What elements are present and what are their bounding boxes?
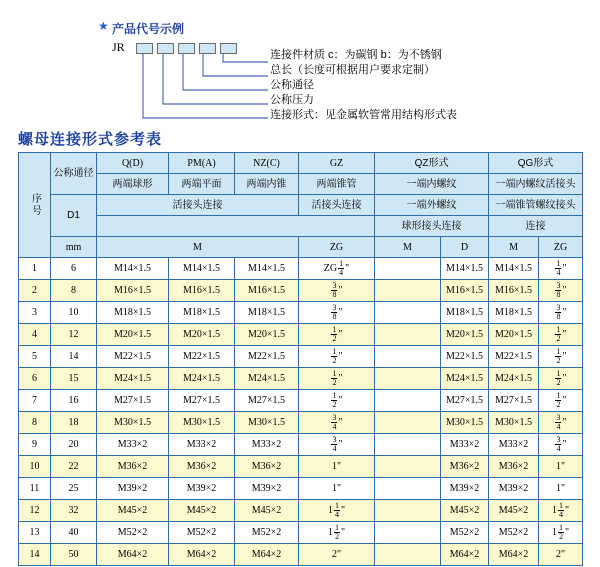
cell-nzc-m: M22×1.5 xyxy=(235,346,299,368)
cell-gz-zg: $\frac{3}{8}$ " xyxy=(299,280,375,302)
cell-qz-m xyxy=(375,302,441,324)
th-qz-ball-joint: 球形接头连接 xyxy=(375,216,489,237)
cell-qz-m xyxy=(375,258,441,280)
cell-index: 13 xyxy=(19,522,51,544)
cell-qg-m: M27×1.5 xyxy=(489,390,539,412)
header-row-units xyxy=(19,237,583,258)
cell-gz-zg: $\frac{1}{2}$ " xyxy=(299,368,375,390)
header-row-union xyxy=(19,195,583,216)
cell-gz-zg: $\frac{3}{4}$ " xyxy=(299,434,375,456)
th-gz-union-connection: 活接头连接 xyxy=(299,195,375,216)
callout-nominal-pressure: 公称压力 xyxy=(270,94,314,106)
cell-qz-m xyxy=(375,522,441,544)
th-dn-label: 公称通径 xyxy=(53,168,94,179)
cell-dn: 8 xyxy=(51,280,97,302)
cell-qg-m: M33×2 xyxy=(489,434,539,456)
cell-qg-zg: $\frac{1}{2}$ " xyxy=(539,346,583,368)
table-row xyxy=(19,368,583,390)
cell-qz-m xyxy=(375,368,441,390)
cell-dn: 14 xyxy=(51,346,97,368)
cell-qg-m: M64×2 xyxy=(489,544,539,566)
table-row xyxy=(19,412,583,434)
cell-pma-m: M18×1.5 xyxy=(169,302,235,324)
callout-list xyxy=(270,48,457,123)
cell-qz-m xyxy=(375,434,441,456)
th-qz-outer-thread: 一端外螺纹 xyxy=(375,195,489,216)
cell-qg-zg: $\frac{1}{4}$ " xyxy=(539,258,583,280)
th-group-qd: Q(D) xyxy=(97,153,169,174)
cell-qg-m: M39×2 xyxy=(489,478,539,500)
cell-nzc-m: M30×1.5 xyxy=(235,412,299,434)
cell-nzc-m: M14×1.5 xyxy=(235,258,299,280)
product-code-legend xyxy=(0,0,600,128)
cell-index: 7 xyxy=(19,390,51,412)
cell-qg-m: M16×1.5 xyxy=(489,280,539,302)
th-unit-qg-m: M xyxy=(489,237,539,258)
cell-nzc-m: M39×2 xyxy=(235,478,299,500)
table-head xyxy=(19,153,583,258)
table-row xyxy=(19,258,583,280)
cell-qg-zg: $\frac{1}{2}$ " xyxy=(539,368,583,390)
callout-length: 总长（长度可根据用户要求定制） xyxy=(270,64,435,76)
cell-dn: 16 xyxy=(51,390,97,412)
cell-gz-zg: 1" xyxy=(299,478,375,500)
cell-qz-m xyxy=(375,544,441,566)
th-unit-zg: ZG xyxy=(299,237,375,258)
cell-qz-d: M45×2 xyxy=(441,500,489,522)
table-row xyxy=(19,456,583,478)
cell-qz-d: M18×1.5 xyxy=(441,302,489,324)
th-dn xyxy=(51,153,97,195)
th-blank-left xyxy=(97,216,375,237)
cell-index: 11 xyxy=(19,478,51,500)
cell-qd-m: M24×1.5 xyxy=(97,368,169,390)
table-row xyxy=(19,478,583,500)
cell-dn: 32 xyxy=(51,500,97,522)
cell-pma-m: M20×1.5 xyxy=(169,324,235,346)
cell-qz-m xyxy=(375,324,441,346)
cell-qz-d: M64×2 xyxy=(441,544,489,566)
nut-connection-table xyxy=(18,152,583,566)
th-end-taper-pipe: 两端锥管 xyxy=(299,174,375,195)
cell-qz-d: M52×2 xyxy=(441,522,489,544)
code-box-5 xyxy=(220,43,237,54)
table-row xyxy=(19,434,583,456)
cell-qg-zg: $\frac{3}{8}$ " xyxy=(539,280,583,302)
cell-qz-m xyxy=(375,478,441,500)
cell-qg-zg: 1 $\frac{1}{4}$ " xyxy=(539,500,583,522)
th-group-qz: QZ形式 xyxy=(375,153,489,174)
cell-qg-zg: 1" xyxy=(539,456,583,478)
cell-gz-zg: $\frac{1}{2}$ " xyxy=(299,346,375,368)
cell-qz-d: M14×1.5 xyxy=(441,258,489,280)
cell-qz-d: M36×2 xyxy=(441,456,489,478)
table-row xyxy=(19,500,583,522)
cell-qd-m: M33×2 xyxy=(97,434,169,456)
cell-gz-zg: 2" xyxy=(299,544,375,566)
section-title: 螺母连接形式参考表 xyxy=(18,131,163,148)
cell-qg-zg: 1" xyxy=(539,478,583,500)
code-box-1 xyxy=(136,43,153,54)
cell-qd-m: M64×2 xyxy=(97,544,169,566)
cell-qg-m: M52×2 xyxy=(489,522,539,544)
cell-qg-zg: $\frac{3}{4}$ " xyxy=(539,412,583,434)
callout-material: 连接件材质 c：为碳钢 b：为不锈钢 xyxy=(270,49,442,61)
cell-pma-m: M36×2 xyxy=(169,456,235,478)
cell-qg-zg: 1 $\frac{1}{2}$ " xyxy=(539,522,583,544)
th-unit-qg-zg: ZG xyxy=(539,237,583,258)
code-box-3 xyxy=(178,43,195,54)
cell-qz-m xyxy=(375,390,441,412)
cell-qz-m xyxy=(375,412,441,434)
cell-pma-m: M14×1.5 xyxy=(169,258,235,280)
cell-index: 10 xyxy=(19,456,51,478)
th-group-qg: QG形式 xyxy=(489,153,583,174)
th-d1-label: D1 xyxy=(67,210,80,221)
cell-gz-zg: $\frac{1}{2}$ " xyxy=(299,324,375,346)
th-qg-taper-pipe-joint: 一端锥管螺纹接头 xyxy=(489,195,583,216)
cell-qg-m: M45×2 xyxy=(489,500,539,522)
cell-qg-m: M20×1.5 xyxy=(489,324,539,346)
th-qg-inner-thread-union: 一端内螺纹活接头 xyxy=(489,174,583,195)
cell-pma-m: M39×2 xyxy=(169,478,235,500)
cell-dn: 10 xyxy=(51,302,97,324)
cell-qz-m xyxy=(375,346,441,368)
cell-pma-m: M22×1.5 xyxy=(169,346,235,368)
cell-qg-m: M22×1.5 xyxy=(489,346,539,368)
cell-index: 3 xyxy=(19,302,51,324)
cell-dn: 18 xyxy=(51,412,97,434)
th-index-label: 序号 xyxy=(29,193,41,217)
th-qz-inner-thread: 一端内螺纹 xyxy=(375,174,489,195)
cell-dn: 25 xyxy=(51,478,97,500)
cell-nzc-m: M45×2 xyxy=(235,500,299,522)
cell-gz-zg: $\frac{3}{8}$ " xyxy=(299,302,375,324)
table-row xyxy=(19,390,583,412)
cell-qg-zg: $\frac{1}{2}$ " xyxy=(539,390,583,412)
cell-qd-m: M52×2 xyxy=(97,522,169,544)
cell-qd-m: M45×2 xyxy=(97,500,169,522)
cell-qd-m: M22×1.5 xyxy=(97,346,169,368)
cell-qg-zg: $\frac{3}{4}$ " xyxy=(539,434,583,456)
cell-qz-d: M20×1.5 xyxy=(441,324,489,346)
cell-qd-m: M16×1.5 xyxy=(97,280,169,302)
header-row-sub xyxy=(19,216,583,237)
cell-qg-zg: 2" xyxy=(539,544,583,566)
code-prefix: JR xyxy=(112,40,125,54)
cell-qg-m: M30×1.5 xyxy=(489,412,539,434)
th-unit-qz-m: M xyxy=(375,237,441,258)
cell-qz-d: M27×1.5 xyxy=(441,390,489,412)
cell-dn: 15 xyxy=(51,368,97,390)
cell-nzc-m: M16×1.5 xyxy=(235,280,299,302)
cell-pma-m: M24×1.5 xyxy=(169,368,235,390)
cell-pma-m: M52×2 xyxy=(169,522,235,544)
th-index xyxy=(19,153,51,258)
th-unit-mm: mm xyxy=(51,237,97,258)
table-row xyxy=(19,302,583,324)
code-boxes xyxy=(136,41,241,59)
cell-nzc-m: M64×2 xyxy=(235,544,299,566)
table-row xyxy=(19,544,583,566)
cell-qd-m: M30×1.5 xyxy=(97,412,169,434)
cell-index: 8 xyxy=(19,412,51,434)
callout-nominal-diameter: 公称通径 xyxy=(270,79,314,91)
cell-pma-m: M27×1.5 xyxy=(169,390,235,412)
cell-gz-zg: $\frac{3}{4}$ " xyxy=(299,412,375,434)
cell-dn: 22 xyxy=(51,456,97,478)
table-row xyxy=(19,324,583,346)
cell-index: 14 xyxy=(19,544,51,566)
cell-nzc-m: M27×1.5 xyxy=(235,390,299,412)
cell-index: 2 xyxy=(19,280,51,302)
th-qg-connection: 连接 xyxy=(489,216,583,237)
cell-pma-m: M33×2 xyxy=(169,434,235,456)
cell-qz-d: M16×1.5 xyxy=(441,280,489,302)
cell-qd-m: M39×2 xyxy=(97,478,169,500)
cell-qd-m: M20×1.5 xyxy=(97,324,169,346)
callout-connection-type: 连接形式：见金属软管常用结构形式表 xyxy=(270,109,457,121)
cell-qz-m xyxy=(375,500,441,522)
cell-index: 1 xyxy=(19,258,51,280)
table-row xyxy=(19,280,583,302)
cell-gz-zg: ZG $\frac{1}{4}$ " xyxy=(299,258,375,280)
th-end-ball: 两端球形 xyxy=(97,174,169,195)
table-row xyxy=(19,346,583,368)
cell-qz-m xyxy=(375,456,441,478)
header-row-ends xyxy=(19,174,583,195)
th-dn-d1 xyxy=(51,195,97,237)
th-end-flat: 两端平面 xyxy=(169,174,235,195)
cell-qg-m: M36×2 xyxy=(489,456,539,478)
th-union-connection: 活接头连接 xyxy=(97,195,299,216)
cell-qg-zg: $\frac{1}{2}$ " xyxy=(539,324,583,346)
table-row xyxy=(19,522,583,544)
cell-pma-m: M30×1.5 xyxy=(169,412,235,434)
cell-dn: 40 xyxy=(51,522,97,544)
cell-qd-m: M27×1.5 xyxy=(97,390,169,412)
cell-qz-d: M24×1.5 xyxy=(441,368,489,390)
header-row-groups xyxy=(19,153,583,174)
cell-dn: 6 xyxy=(51,258,97,280)
cell-index: 9 xyxy=(19,434,51,456)
cell-nzc-m: M24×1.5 xyxy=(235,368,299,390)
cell-gz-zg: 1 $\frac{1}{2}$ " xyxy=(299,522,375,544)
cell-gz-zg: 1" xyxy=(299,456,375,478)
cell-qg-m: M14×1.5 xyxy=(489,258,539,280)
cell-qd-m: M18×1.5 xyxy=(97,302,169,324)
cell-nzc-m: M20×1.5 xyxy=(235,324,299,346)
cell-qg-zg: $\frac{3}{8}$ " xyxy=(539,302,583,324)
th-group-nzc: NZ(C) xyxy=(235,153,299,174)
th-unit-qz-d: D xyxy=(441,237,489,258)
code-box-4 xyxy=(199,43,216,54)
cell-dn: 12 xyxy=(51,324,97,346)
cell-gz-zg: 1 $\frac{1}{4}$ " xyxy=(299,500,375,522)
cell-qd-m: M36×2 xyxy=(97,456,169,478)
nut-connection-table-wrap xyxy=(18,152,582,566)
cell-qz-d: M22×1.5 xyxy=(441,346,489,368)
cell-dn: 50 xyxy=(51,544,97,566)
th-group-gz: GZ xyxy=(299,153,375,174)
cell-nzc-m: M36×2 xyxy=(235,456,299,478)
cell-pma-m: M16×1.5 xyxy=(169,280,235,302)
cell-nzc-m: M52×2 xyxy=(235,522,299,544)
cell-qz-d: M33×2 xyxy=(441,434,489,456)
table-body xyxy=(19,258,583,566)
cell-qd-m: M14×1.5 xyxy=(97,258,169,280)
star-icon: ★ xyxy=(98,19,109,33)
cell-index: 4 xyxy=(19,324,51,346)
th-end-inner-cone: 两端内锥 xyxy=(235,174,299,195)
cell-pma-m: M45×2 xyxy=(169,500,235,522)
cell-qg-m: M24×1.5 xyxy=(489,368,539,390)
cell-pma-m: M64×2 xyxy=(169,544,235,566)
th-group-pma: PM(A) xyxy=(169,153,235,174)
cell-qz-d: M30×1.5 xyxy=(441,412,489,434)
code-box-2 xyxy=(157,43,174,54)
cell-qz-m xyxy=(375,280,441,302)
cell-qg-m: M18×1.5 xyxy=(489,302,539,324)
cell-index: 5 xyxy=(19,346,51,368)
legend-title: 产品代号示例 xyxy=(112,22,185,36)
cell-qz-d: M39×2 xyxy=(441,478,489,500)
cell-nzc-m: M33×2 xyxy=(235,434,299,456)
cell-index: 6 xyxy=(19,368,51,390)
th-unit-m: M xyxy=(97,237,299,258)
cell-gz-zg: $\frac{1}{2}$ " xyxy=(299,390,375,412)
cell-dn: 20 xyxy=(51,434,97,456)
cell-index: 12 xyxy=(19,500,51,522)
cell-nzc-m: M18×1.5 xyxy=(235,302,299,324)
